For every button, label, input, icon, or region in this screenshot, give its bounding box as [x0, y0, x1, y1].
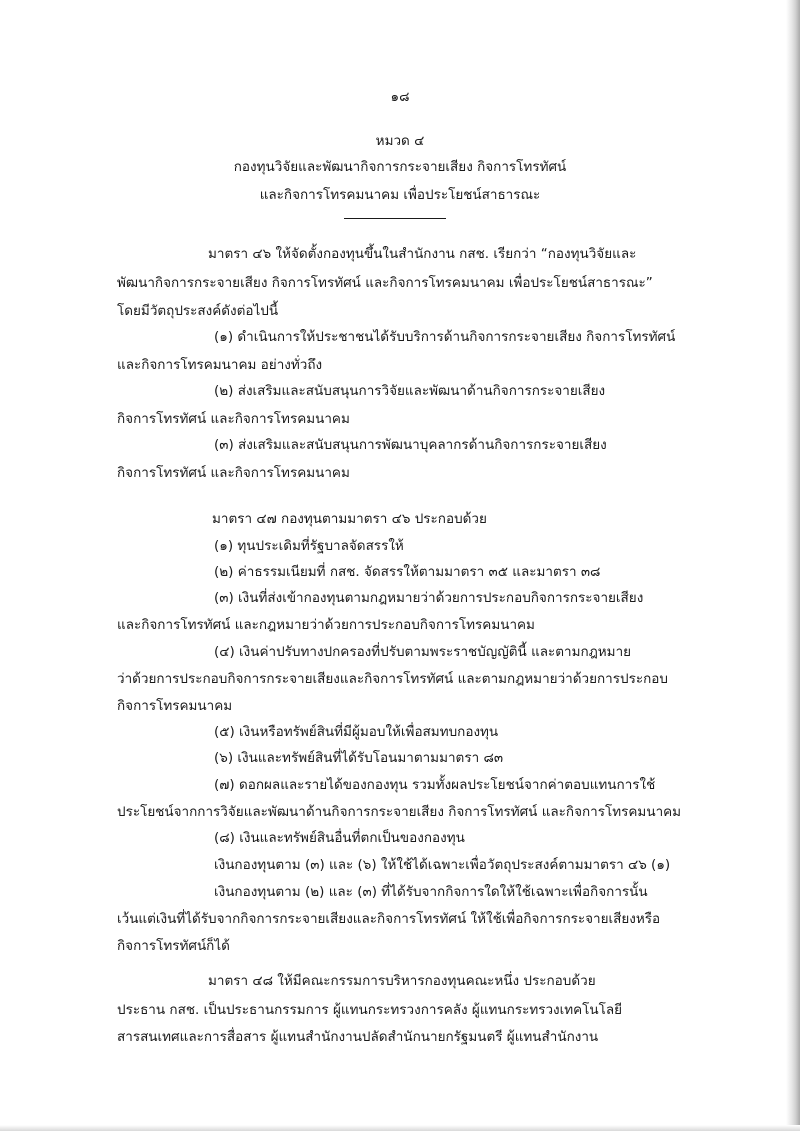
text-line: (๑) ทุนประเดิมที่รัฐบาลจัดสรรให้	[214, 538, 404, 554]
text-line: เงินกองทุนตาม (๓) และ (๖) ให้ใช้ได้เฉพาะเพื่อวัตถุประสงค์ตามมาตรา ๔๖ (๑)	[214, 857, 671, 873]
text-line: (๑) ดำเนินการให้ประชาชนได้รับบริการด้านกิจการกระจายเสียง กิจการโทรทัศน์	[214, 329, 676, 345]
text-line: (๓) ส่งเสริมและสนับสนุนการพัฒนาบุคลากรด้านกิจการกระจายเสียง	[214, 437, 607, 453]
text-line: มาตรา ๔๘ ให้มีคณะกรรมการบริหารกองทุนคณะหนึ่ง ประกอบด้วย	[208, 973, 596, 989]
text-line: เว้นแต่เงินที่ได้รับจากกิจการกระจายเสียงและกิจการโทรทัศน์ ให้ใช้เพื่อกิจการกระจายเสียงหรือ	[117, 911, 661, 927]
scan-shadow-right	[786, 0, 800, 1131]
text-line: กิจการโทรทัศน์ และกิจการโทรคมนาคม	[117, 465, 350, 481]
text-line: และกิจการโทรคมนาคม อย่างทั่วถึง	[117, 357, 323, 373]
text-line: (๕) เงินหรือทรัพย์สินที่มีผู้มอบให้เพื่อสมทบกองทุน	[214, 724, 499, 740]
scan-shadow-bottom	[0, 1125, 800, 1131]
text-line: มาตรา ๔๖ ให้จัดตั้งกองทุนขึ้นในสำนักงาน กสช. เรียกว่า “กองทุนวิจัยและ	[208, 246, 637, 262]
text-line: (๗) ดอกผลและรายได้ของกองทุน รวมทั้งผลประโยชน์จากค่าตอบแทนการใช้	[214, 777, 656, 793]
text-line: (๓) เงินที่ส่งเข้ากองทุนตามกฎหมายว่าด้วยการประกอบกิจการกระจายเสียง	[214, 590, 644, 606]
text-line: (๒) ค่าธรรมเนียมที่ กสช. จัดสรรให้ตามมาตรา ๓๕ และมาตรา ๓๘	[214, 564, 601, 580]
text-line: พัฒนากิจการกระจายเสียง กิจการโทรทัศน์ และกิจการโทรคมนาคม เพื่อประโยชน์สาธารณะ”	[117, 275, 653, 291]
text-line: มาตรา ๔๗ กองทุนตามมาตรา ๔๖ ประกอบด้วย	[212, 511, 487, 527]
text-line: โดยมีวัตถุประสงค์ดังต่อไปนี้	[117, 303, 279, 319]
page-number: ๑๘	[390, 89, 410, 105]
text-line: ประธาน กสช. เป็นประธานกรรมการ ผู้แทนกระทรวงการคลัง ผู้แทนกระทรวงเทคโนโลยี	[117, 1002, 623, 1018]
text-line: เงินกองทุนตาม (๒) และ (๓) ที่ได้รับจากกิจการใดให้ใช้เฉพาะเพื่อกิจการนั้น	[214, 884, 648, 900]
chapter-title-line-2: และกิจการโทรคมนาคม เพื่อประโยชน์สาธารณะ	[259, 187, 541, 203]
chapter-heading: หมวด ๔	[375, 133, 425, 149]
text-line: ประโยชน์จากการวิจัยและพัฒนาด้านกิจการกระจายเสียง กิจการโทรทัศน์ และกิจการโทรคมนาคม	[117, 804, 682, 820]
section-divider	[344, 218, 446, 219]
chapter-title-line-1: กองทุนวิจัยและพัฒนากิจการกระจายเสียง กิจการโทรทัศน์	[233, 159, 567, 175]
text-line: และกิจการโทรทัศน์ และกฎหมายว่าด้วยการประกอบกิจการโทรคมนาคม	[117, 617, 535, 633]
text-line: (๖) เงินและทรัพย์สินที่ได้รับโอนมาตามมาตรา ๘๓	[214, 750, 504, 766]
text-line: กิจการโทรทัศน์ก็ได้	[117, 938, 230, 954]
text-line: สารสนเทศและการสื่อสาร ผู้แทนสำนักงานปลัดสำนักนายกรัฐมนตรี ผู้แทนสำนักงาน	[117, 1029, 599, 1045]
text-line: (๒) ส่งเสริมและสนับสนุนการวิจัยและพัฒนาด้านกิจการกระจายเสียง	[214, 383, 606, 399]
text-line: (๔) เงินค่าปรับทางปกครองที่ปรับตามพระราชบัญญัตินี้ และตามกฎหมาย	[214, 644, 632, 660]
text-line: (๘) เงินและทรัพย์สินอื่นที่ตกเป็นของกองทุน	[214, 830, 465, 846]
text-line: กิจการโทรทัศน์ และกิจการโทรคมนาคม	[117, 411, 350, 427]
text-line: กิจการโทรคมนาคม	[117, 698, 233, 714]
text-line: ว่าด้วยการประกอบกิจการกระจายเสียงและกิจการโทรทัศน์ และตามกฎหมายว่าด้วยการประกอบ	[117, 671, 668, 687]
